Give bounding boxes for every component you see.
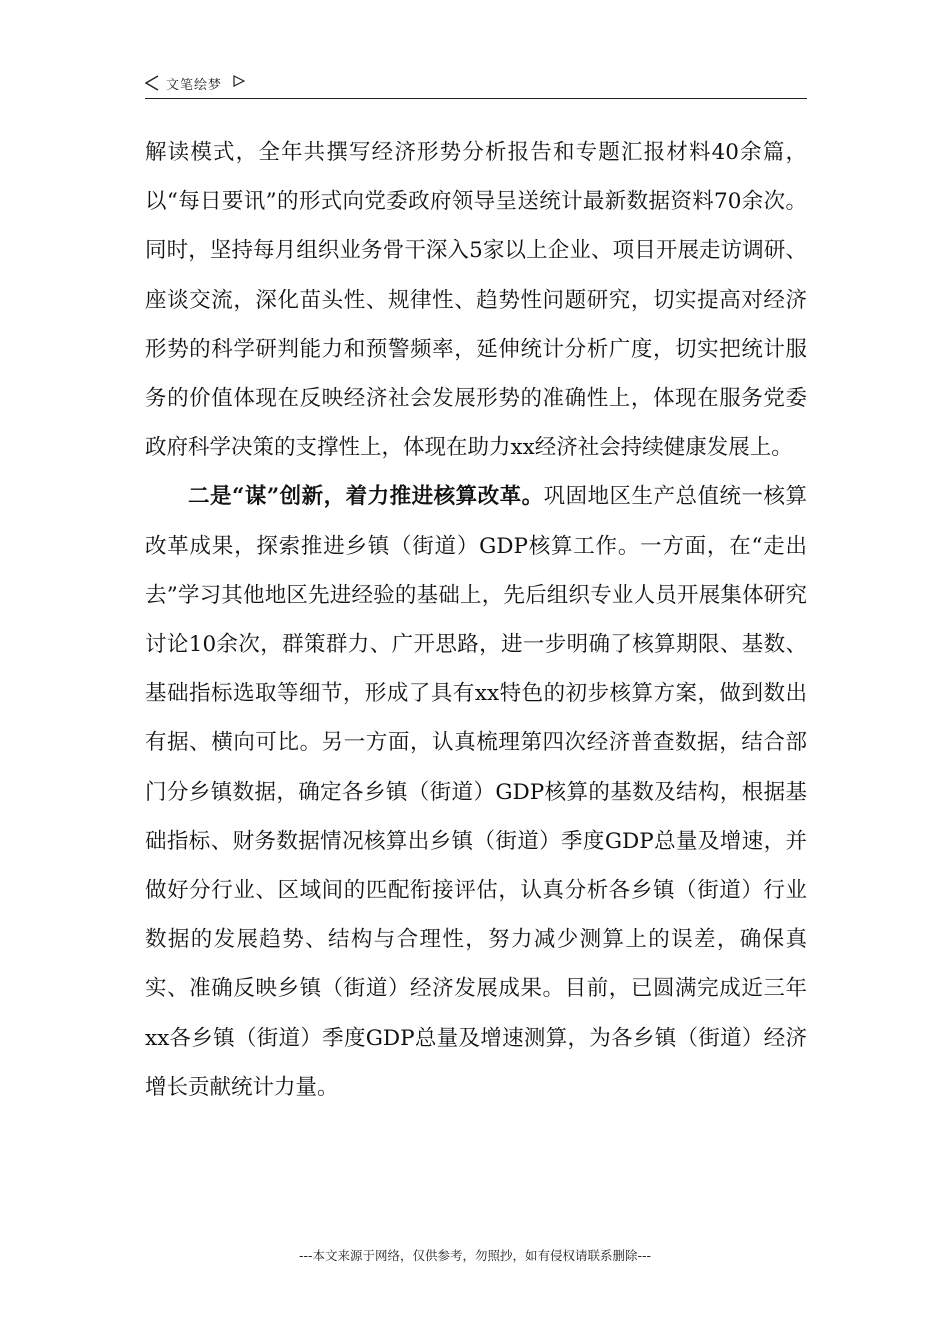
document-body — [145, 128, 807, 1112]
paragraph-lead: 二是“谋”创新，着力推进核算改革。 — [188, 484, 544, 510]
triangle-right-icon — [233, 75, 245, 87]
paragraph-text: 解读模式，全年共撰写经济形势分析报告和专题汇报材料40余篇，以“每日要讯”的形式向党委政府领导呈送统计最新数据资料70余次。同时，坚持每月组织业务骨干深入5家以上企业、项目开展走访调研、座谈交流，深化苗头性、规律性、趋势性问题研究，切实提高对经济形势的科学研判能力和预警频率，延伸统计分析广度，切实把统计服务的价值体现在反映经济社会发展形势的准确性上，体现在服务党委政府科学决策的支撑性上，体现在助力xx经济社会持续健康发展上。 — [145, 140, 807, 461]
header-title: 文笔绘梦 — [166, 78, 223, 93]
paragraph-1 — [145, 128, 807, 472]
triangle-left-icon — [145, 75, 159, 91]
paragraph-2 — [145, 472, 807, 1112]
page-header — [145, 72, 807, 99]
page-footer: ---本文来源于网络，仅供参考，勿照抄，如有侵权请联系删除--- — [298, 1248, 652, 1263]
paragraph-text: 巩固地区生产总值统一核算改革成果，探索推进乡镇（街道）GDP核算工作。一方面，在“走出去”学习其他地区先进经验的基础上，先后组织专业人员开展集体研究讨论10余次，群策群力、广开思路，进一步明确了核算期限、基数、基础指标选取等细节，形成了具有xx特色的初步核算方案，做到数出有据、横向可比。另一方面，认真梳理第四次经济普查数据，结合部门分乡镇数据，确定各乡镇（街道）GDP核算的基数及结构，根据基础指标、财务数据情况核算出乡镇（街道）季度GDP总量及增速，并做好分行业、区域间的匹配衔接评估，认真分析各乡镇（街道）行业数据的发展趋势、结构与合理性，努力减少测算上的误差，确保真实、准确反映乡镇（街道）经济发展成果。目前，已圆满完成近三年xx各乡镇（街道）季度GDP总量及增速测算，为各乡镇（街道）经济增长贡献统计力量。 — [145, 484, 807, 1100]
